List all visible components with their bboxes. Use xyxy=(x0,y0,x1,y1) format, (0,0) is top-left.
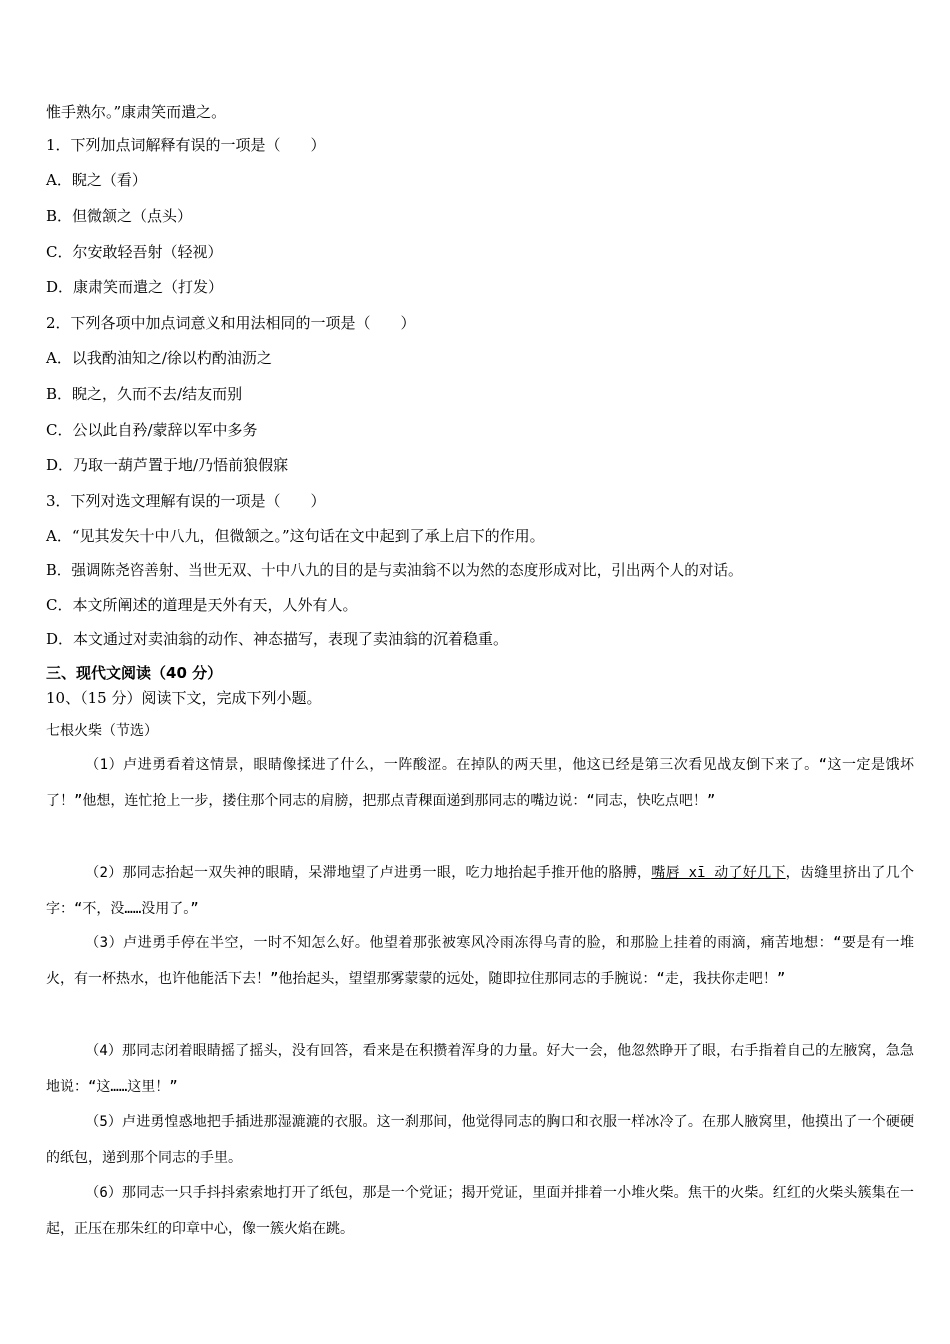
paragraph-5: （5）卢进勇惶惑地把手插进那湿漉漉的衣服。这一刹那间，他觉得同志的胸口和衣服一样冰冷了。在那人腋窝里，他摸出了一个硬硬的纸包，递到那个同志的手里。 xyxy=(46,1114,914,1166)
question-1: 1．下列加点词解释有误的一项是（ ） xyxy=(46,136,326,154)
question-3-option-c: C．本文所阐述的道理是天外有天，人外有人。 xyxy=(46,596,358,614)
paragraph-2-text-after: ，齿缝里挤出了几个字：“不，没……没用了。” xyxy=(46,865,915,917)
question-2-option-d: D．乃取一葫芦置于地/乃悟前狼假寐 xyxy=(46,456,289,474)
paragraph-3: （3）卢进勇手停在半空，一时不知怎么好。他望着那张被寒风冷雨冻得乌青的脸，和那脸上挂着的雨滴，痛苦地想：“要是有一堆火，有一杯热水，也许他能活下去！”他抬起头，望望那雾蒙蒙的远处，随即拉住那同志的手腕说：“走，我扶你走吧！” xyxy=(46,935,914,987)
question-2: 2．下列各项中加点词意义和用法相同的一项是（ ） xyxy=(46,314,416,332)
question-1-option-a: A．睨之（看） xyxy=(46,171,147,189)
question-3: 3．下列对选文理解有误的一项是（ ） xyxy=(46,492,326,510)
text-line: 惟手熟尔。”康肃笑而遣之。 xyxy=(46,103,227,121)
paragraph-2-text-before: （2）那同志抬起一双失神的眼睛，呆滞地望了卢进勇一眼，吃力地抬起手推开他的胳膊， xyxy=(85,865,652,881)
question-10: 10、（15 分）阅读下文，完成下列小题。 xyxy=(46,689,322,707)
paragraph-2 xyxy=(46,855,914,927)
underlined-phrase: 嘴唇 xī 动了好几下 xyxy=(651,865,786,881)
question-3-option-b: B．强调陈尧咨善射、当世无双、十中八九的目的是与卖油翁不以为然的态度形成对比，引出两个人的对话。 xyxy=(46,562,743,579)
question-2-option-c: C．公以此自矜/蒙辞以军中多务 xyxy=(46,421,258,439)
question-1-option-d: D．康肃笑而遣之（打发） xyxy=(46,278,224,296)
question-2-option-a: A．以我酌油知之/徐以杓酌油沥之 xyxy=(46,349,272,367)
paragraph-6: （6）那同志一只手抖抖索索地打开了纸包，那是一个党证；揭开党证，里面并排着一小堆火柴。焦干的火柴。红红的火柴头簇集在一起，正压在那朱红的印章中心，像一簇火焰在跳。 xyxy=(46,1185,914,1237)
question-2-option-b: B．睨之，久而不去/结友而别 xyxy=(46,385,243,403)
question-1-option-b: B．但微颔之（点头） xyxy=(46,207,193,225)
question-3-option-d: D．本文通过对卖油翁的动作、神态描写，表现了卖油翁的沉着稳重。 xyxy=(46,630,509,648)
question-1-option-c: C．尔安敢轻吾射（轻视） xyxy=(46,243,223,261)
passage-title: 七根火柴（节选） xyxy=(46,723,158,739)
question-3-option-a: A．“见其发矢十中八九，但微颔之。”这句话在文中起到了承上启下的作用。 xyxy=(46,527,545,545)
paragraph-4: （4）那同志闭着眼睛摇了摇头，没有回答，看来是在积攒着浑身的力量。好大一会，他忽然睁开了眼，右手指着自己的左腋窝，急急地说：“这……这里！” xyxy=(46,1043,914,1095)
paragraph-1: （1）卢进勇看着这情景，眼睛像揉进了什么，一阵酸涩。在掉队的两天里，他这已经是第三次看见战友倒下来了。“这一定是饿坏了！”他想，连忙抢上一步，搂住那个同志的肩膀，把那点青稞面递到那同志的嘴边说：“同志，快吃点吧！” xyxy=(46,757,914,809)
section-heading: 三、现代文阅读（40 分） xyxy=(46,664,223,682)
